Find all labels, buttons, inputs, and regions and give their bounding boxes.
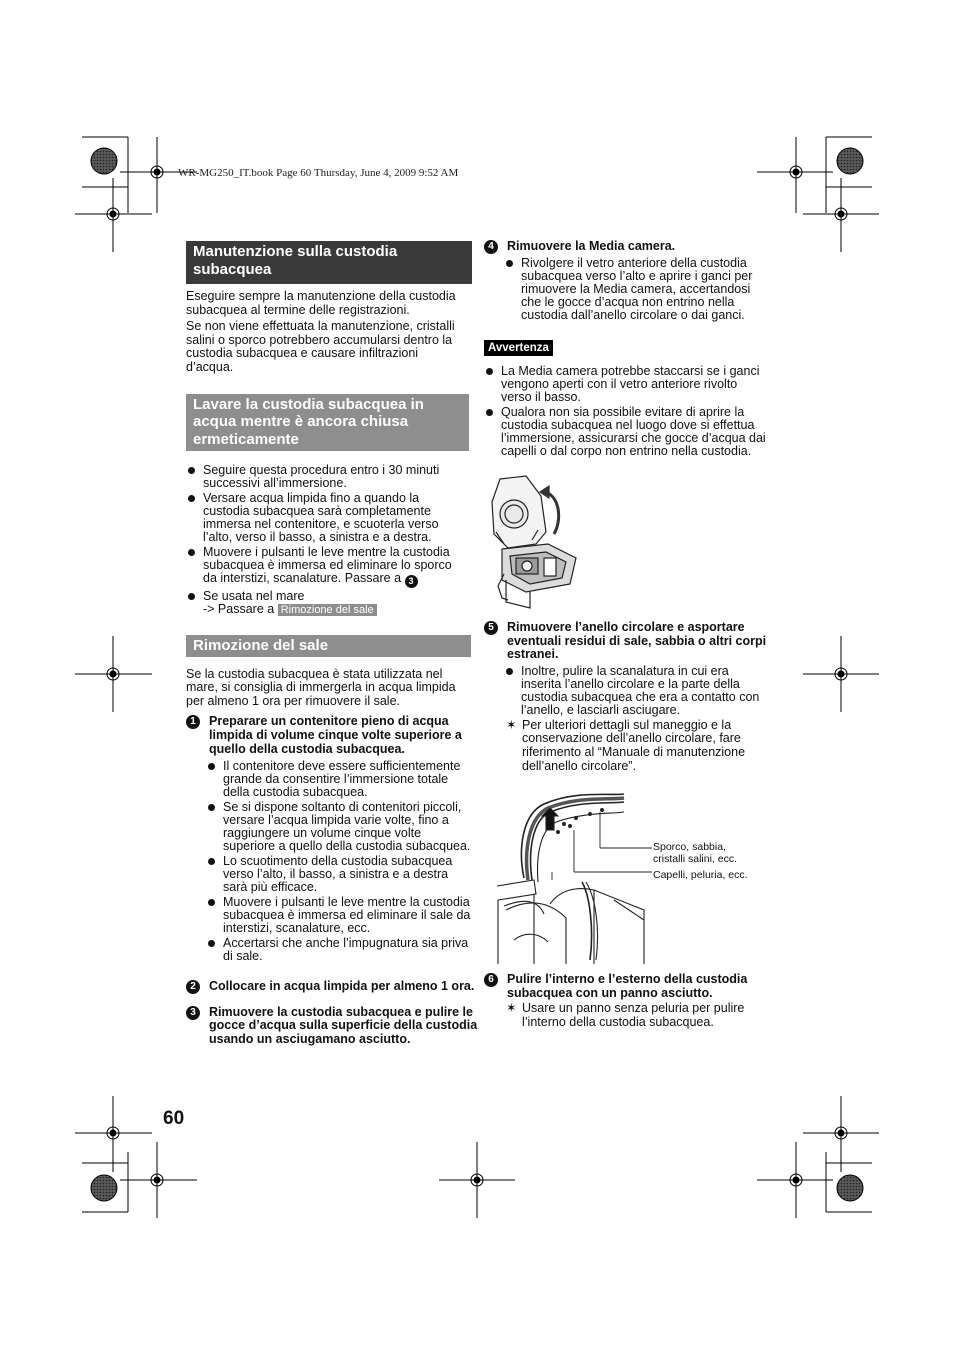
- step-2-title: Collocare in acqua limpida per almeno 1 ora.: [209, 979, 475, 994]
- sea-use-text: Se usata nel mare: [203, 588, 305, 603]
- callout-dirt-salt-line-1: Sporco, sabbia,: [653, 841, 726, 853]
- step-1-bullet: Il contenitore deve essere sufficientemente grande da consentire l’immersione totale della custodia subacquea.: [206, 760, 471, 799]
- step-1-bullet: Accertarsi che anche l’impugnatura sia priva di sale.: [206, 937, 471, 963]
- salt-removal-link[interactable]: Rimozione del sale: [278, 604, 377, 616]
- section-heading-wash: Lavare la custodia subacquea in acqua mentre è ancora chiusa ermeticamente: [186, 394, 469, 451]
- step-3: [186, 1006, 491, 1047]
- step-1-number: 1: [186, 715, 200, 729]
- step-6-title: Pulire l’interno e l’esterno della custodia subacquea con un panno asciutto.: [507, 972, 748, 1000]
- step-reference-3[interactable]: 3: [405, 575, 418, 588]
- step-1: [186, 715, 472, 756]
- note-star-icon: ✶: [506, 1001, 517, 1016]
- step-6: [484, 973, 779, 1000]
- wash-bullet-text: Muovere i pulsanti le leve mentre la custodia subacquea è immersa ed eliminare lo sporco da interstizi, scanalature. Passare a: [203, 544, 452, 585]
- warning-label: Avvertenza: [484, 340, 553, 356]
- housing-open-illustration: [486, 474, 578, 612]
- step-5-note: [506, 719, 770, 773]
- wash-bullet: [186, 546, 461, 588]
- step-6-number: 6: [484, 973, 498, 987]
- step-2: [186, 980, 481, 994]
- step-5-title: Rimuovere l’anello circolare e asportare eventuali residui di sale, sabbia o altri corpi estranei.: [507, 620, 767, 662]
- maintenance-intro: [186, 290, 468, 375]
- go-to-prefix: -> Passare a: [203, 601, 275, 616]
- step-5-bullet: Inoltre, pulire la scanalatura in cui era inserita l’anello circolare e la parte della custodia subacquea che era a contatto con l’anello, e lasciarli asciugare.: [504, 665, 766, 717]
- step-4-number: 4: [484, 240, 498, 254]
- print-header-line: WR-MG250_IT.book Page 60 Thursday, June 4, 2009 9:52 AM: [178, 167, 459, 179]
- warning-bullets: [484, 365, 766, 458]
- step-4: [484, 240, 768, 254]
- step-4-bullets: [484, 257, 766, 322]
- o-ring-groove-illustration: [494, 790, 654, 964]
- note-star-icon: ✶: [506, 717, 517, 732]
- warning-label-row: [484, 338, 768, 356]
- step-2-number: 2: [186, 980, 200, 994]
- right-column-lower: [484, 621, 768, 775]
- step-6-note-text: Usare un panno senza peluria per pulire l’interno della custodia subacquea.: [522, 1001, 745, 1029]
- wash-bullet: [186, 590, 461, 617]
- step-5: [484, 621, 783, 662]
- callout-dirt-salt-line-2: cristalli salini, ecc.: [653, 852, 738, 865]
- step-4-title: Rimuovere la Media camera.: [507, 239, 676, 253]
- step-4-bullet: Rivolgere il vetro anteriore della custodia subacquea verso l’alto e aprire i ganci per rimuovere la Media camera, accertandosi che le gocce d’acqua non entrino nella custodia dall’anello circolare o dai ganci.: [504, 257, 766, 322]
- step-6-note: [506, 1002, 770, 1029]
- step-1-bullet: Muovere i pulsanti le leve mentre la custodia subacquea è immersa ed eliminare il sale da interstizi, scanalature, ecc.: [206, 896, 471, 935]
- step-3-title: Rimuovere la custodia subacquea e pulire le gocce d’acqua sulla superficie della custodia usando un asciugamano asciutto.: [209, 1004, 478, 1046]
- callout-hair-fluff: Capelli, peluria, ecc.: [653, 869, 748, 881]
- step-5-note-text: Per ulteriori dettagli sul maneggio e la conservazione dell’anello circolare, fare riferimento al “Manuale di manutenzione dell’anello circolare”.: [522, 717, 746, 773]
- section-heading-maintenance: Manutenzione sulla custodia subacquea: [186, 241, 472, 284]
- step-5-bullets: [484, 665, 766, 717]
- step-5-number: 5: [484, 621, 498, 635]
- wash-bullet-list: [186, 464, 461, 617]
- sea-use-link-row: [203, 603, 461, 617]
- maintenance-paragraph-1: Eseguire sempre la manutenzione della custodia subacquea al termine delle registrazioni.: [186, 289, 456, 317]
- wash-bullet: Seguire questa procedura entro i 30 minuti successivi all’immersione.: [186, 464, 461, 490]
- page-number: 60: [163, 1108, 185, 1129]
- warning-bullet: La Media camera potrebbe staccarsi se i ganci vengono aperti con il vetro anteriore rivolto verso il basso.: [484, 365, 766, 404]
- step-1-bullet: Lo scuotimento della custodia subacquea verso l’alto, il basso, a sinistra e a destra sarà più efficace.: [206, 855, 471, 894]
- section-heading-salt-removal: Rimozione del sale: [186, 635, 471, 657]
- salt-removal-intro: Se la custodia subacquea è stata utilizzata nel mare, si consiglia di immergerla in acqua limpida per almeno 1 ora per rimuovere il sale.: [186, 666, 456, 708]
- step-3-number: 3: [186, 1006, 200, 1020]
- step-1-bullets: [186, 760, 471, 963]
- left-column: [186, 241, 478, 1047]
- step-1-bullet: Se si dispone soltanto di contenitori piccoli, versare l’acqua limpida varie volte, fino a raggiungere un volume cinque volte superiore a quello della custodia subacquea.: [206, 801, 471, 853]
- right-column-bottom: [484, 973, 768, 1031]
- callout-dirt-salt: [653, 842, 737, 865]
- right-column: [484, 240, 768, 460]
- step-1-title: Preparare un contenitore pieno di acqua limpida di volume cinque volte superiore a quello della custodia subacquea.: [209, 714, 462, 756]
- maintenance-paragraph-2: Se non viene effettuata la manutenzione, cristalli salini o sporco potrebbero accumularsi dentro la custodia subacquea e causare infiltrazioni d’acqua.: [186, 319, 455, 374]
- warning-bullet: Qualora non sia possibile evitare di aprire la custodia subacquea nel luogo dove si effettua l’immersione, assicurarsi che gocce d’acqua dai capelli o dal corpo non entrino nella custodia.: [484, 406, 766, 458]
- wash-bullet: Versare acqua limpida fino a quando la custodia subacquea sarà completamente immersa nel contenitore, e scuoterla verso l’alto, verso il basso, a sinistra e a destra.: [186, 492, 461, 544]
